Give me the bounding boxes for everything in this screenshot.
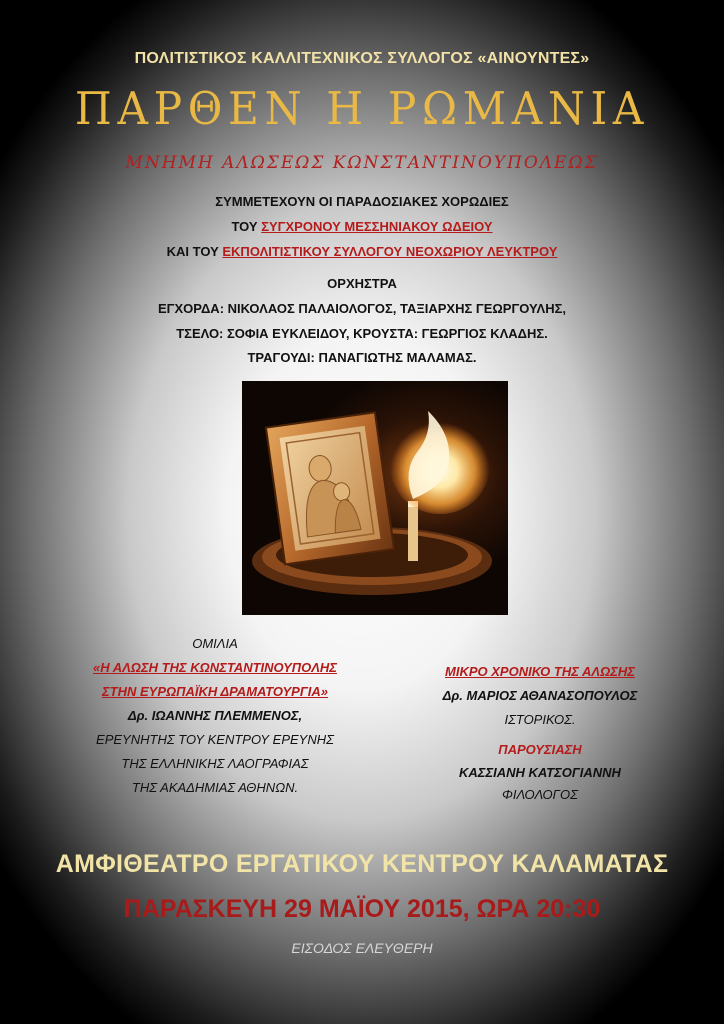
participants-line-1: ΣΥΜΜΕΤΕΧΟΥΝ ΟΙ ΠΑΡΑΔΟΣΙΑΚΕΣ ΧΟΡΩΔΙΕΣ xyxy=(215,194,509,209)
event-subtitle: ΜΝΗΜΗ ΑΛΩΣΕΩΣ ΚΩΝΣΤΑΝΤΙΝΟΥΠΟΛΕΩΣ xyxy=(125,153,599,173)
chronicle-role: ΙΣΤΟΡΙΚΟΣ. xyxy=(504,712,576,727)
orchestra-line-1: ΕΓΧΟΡΔΑ: ΝΙΚΟΛΑΟΣ ΠΑΛΑΙΟΛΟΓΟΣ, ΤΑΞΙΑΡΧΗΣ ΓΕΩΡΓΟΥΛΗΣ, xyxy=(157,301,566,316)
orchestra-line-2: ΤΣΕΛΟ: ΣΟΦΙΑ ΕΥΚΛΕΙΔΟΥ, ΚΡΟΥΣΤΑ: ΓΕΩΡΓΙΟΣ ΚΛΑΔΗΣ. xyxy=(176,326,548,341)
venue: ΑΜΦΙΘΕΑΤΡΟ ΕΡΓΑΤΙΚΟΥ ΚΕΝΤΡΟΥ ΚΑΛΑΜΑΤΑΣ xyxy=(55,850,669,878)
presentation-heading: ΠΑΡΟΥΣΙΑΣΗ xyxy=(498,742,582,757)
icon-candle-photo xyxy=(242,381,508,615)
speech-title-line-2: ΣΤΗΝ ΕΥΡΩΠΑΪΚΗ ΔΡΑΜΑΤΟΥΡΓΙΑ» xyxy=(101,684,329,699)
free-entry: ΕΙΣΟΔΟΣ ΕΛΕΥΘΕΡΗ xyxy=(291,940,433,956)
orchestra-line-3: ΤΡΑΓΟΥΔΙ: ΠΑΝΑΓΙΩΤΗΣ ΜΑΛΑΜΑΣ. xyxy=(247,350,477,365)
participants-line-2 xyxy=(0,219,724,234)
event-title: ΠΑΡΘΕΝ Η ΡΩΜΑΝΙΑ xyxy=(74,82,650,135)
speech-heading: ΟΜΙΛΙΑ xyxy=(192,636,238,651)
speech-role-1: ΕΡΕΥΝΗΤΗΣ ΤΟΥ ΚΕΝΤΡΟΥ ΕΡΕΥΝΗΣ xyxy=(96,732,334,747)
chronicle-speaker: Δρ. ΜΑΡΙΟΣ ΑΘΑΝΑΣΟΠΟΥΛΟΣ xyxy=(442,688,638,703)
speech-speaker: Δρ. ΙΩΑΝΝΗΣ ΠΛΕΜΜΕΝΟΣ, xyxy=(127,708,303,723)
conservatory-name: ΣΥΓΧΡΟΝΟΥ ΜΕΣΣΗΝΙΑΚΟΥ ΩΔΕΙΟΥ xyxy=(261,219,493,234)
speech-role-3: ΤΗΣ ΑΚΑΔΗΜΙΑΣ ΑΘΗΝΩΝ. xyxy=(131,780,299,795)
participants-line-3-prefix: ΚΑΙ ΤΟΥ xyxy=(166,244,223,259)
speech-section xyxy=(55,632,375,800)
participants-line-3 xyxy=(0,244,724,259)
cultural-society-name: ΕΚΠΟΛΙΤΙΣΤΙΚΟΥ ΣΥΛΛΟΓΟΥ ΝΕΟΧΩΡΙΟΥ ΛΕΥΚΤΡΟΥ xyxy=(222,244,558,259)
participants-line-2-prefix: ΤΟΥ xyxy=(231,219,262,234)
chronicle-section xyxy=(400,660,680,806)
society-name: ΠΟΛΙΤΙΣΤΙΚΟΣ ΚΑΛΛΙΤΕΧΝΙΚΟΣ ΣΥΛΛΟΓΟΣ «ΑΙΝΟΥΝΤΕΣ» xyxy=(134,50,590,67)
orchestra-heading: ΟΡΧΗΣΤΡΑ xyxy=(327,276,397,291)
chronicle-heading: ΜΙΚΡΟ ΧΡΟΝΙΚΟ ΤΗΣ ΑΛΩΣΗΣ xyxy=(445,664,635,679)
event-date: ΠΑΡΑΣΚΕΥΗ 29 ΜΑΪΟΥ 2015, ΩΡΑ 20:30 xyxy=(123,895,601,923)
speech-role-2: ΤΗΣ ΕΛΛΗΝΙΚΗΣ ΛΑΟΓΡΑΦΙΑΣ xyxy=(121,756,309,771)
presenter-name: ΚΑΣΣΙΑΝΗ ΚΑΤΣΟΓΙΑΝΝΗ xyxy=(459,765,621,780)
presenter-role: ΦΙΛΟΛΟΓΟΣ xyxy=(502,787,578,802)
speech-title-line-1: «Η ΑΛΩΣΗ ΤΗΣ ΚΩΝΣΤΑΝΤΙΝΟΥΠΟΛΗΣ xyxy=(93,660,337,675)
